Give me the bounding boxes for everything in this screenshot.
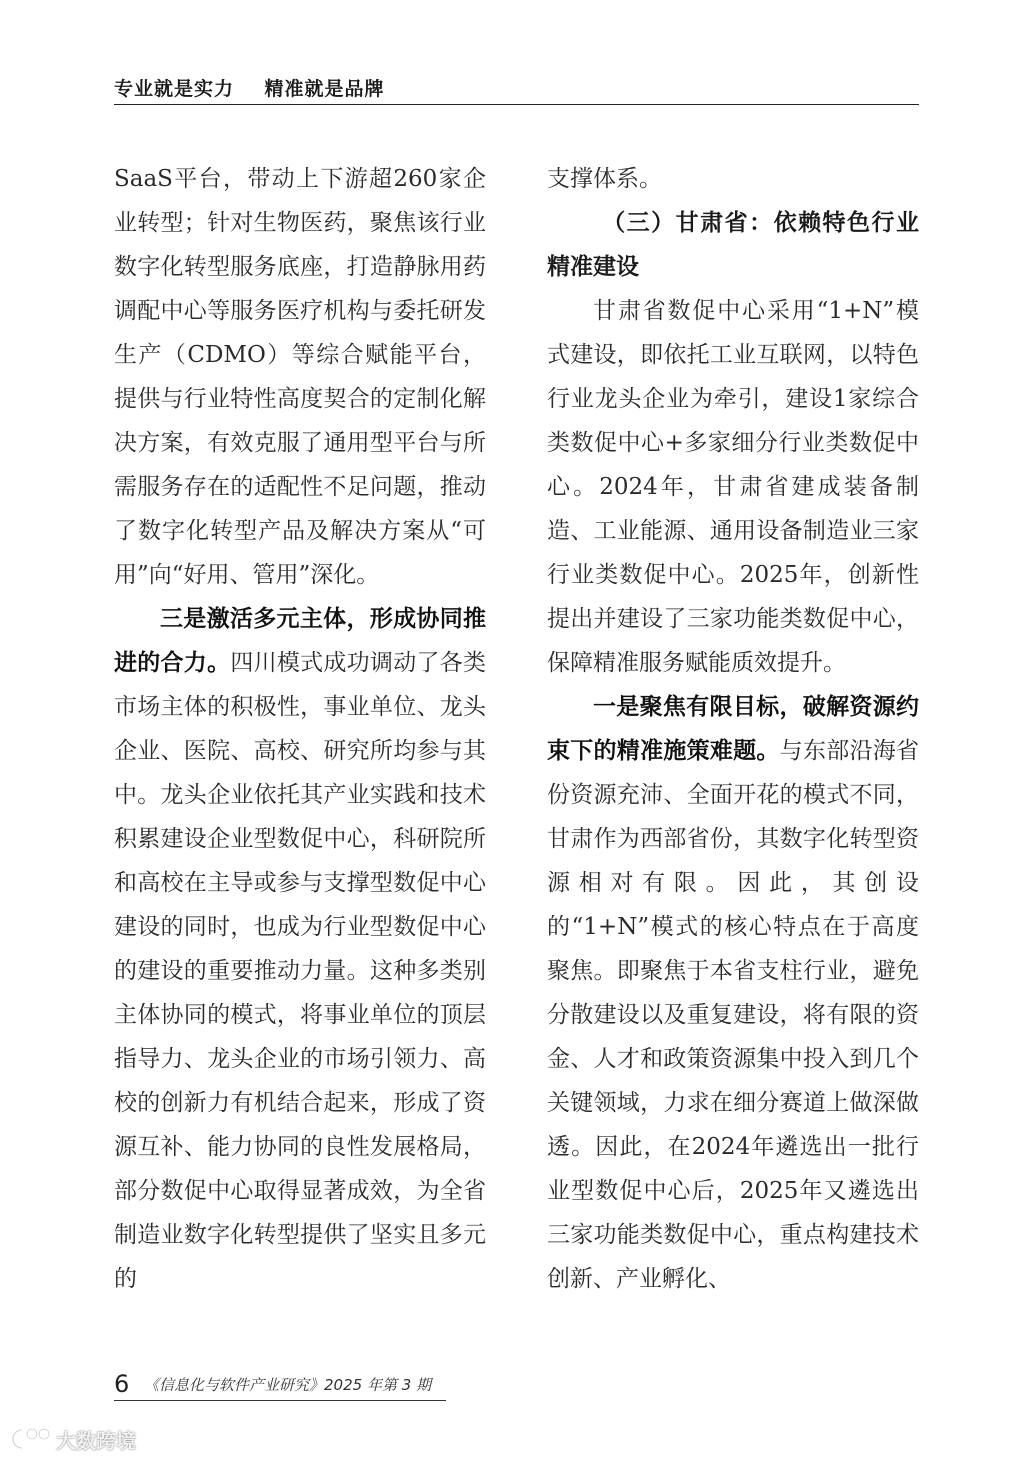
left-column	[114, 157, 486, 1301]
paragraph-body: 与东部沿海省份资源充沛、全面开花的模式不同，甘肃作为西部省份，其数字化转型资源相对有限。因此，其创设的“1+N”模式的核心特点在于高度聚焦。即聚焦于本省支柱行业，避免分散建设以及重复建设，将有限的资金、人才和政策资源集中投入到几个关键领域，力求在细分赛道上做深做透。因此，在2024年遴选出一批行业型数促中心后，2025年又遴选出三家功能类数促中心，重点构建技术创新、产业孵化、	[547, 738, 920, 1292]
paragraph-lead: 一是聚焦有限目标，破解资源约束下的精准施策难题。	[547, 694, 919, 764]
paragraph: SaaS平台，带动上下游超260家企业转型；针对生物医药，聚焦该行业数字化转型服务底座，打造静脉用药调配中心等服务医疗机构与委托研发生产（CDMO）等综合赋能平台，提供与行业特性高度契合的定制化解决方案，有效克服了通用型平台与所需服务存在的适配性不足问题，推动了数字化转型产品及解决方案从“可用”向“好用、管用”深化。	[114, 166, 486, 588]
brand-logo-icon	[12, 1426, 52, 1452]
page-number: 6	[114, 1370, 130, 1398]
header-title: 专业就是实力 精准就是品牌	[114, 78, 385, 100]
watermark-text: 大数跨境	[56, 1428, 136, 1453]
paragraph	[547, 685, 919, 1301]
journal-citation: 《信息化与软件产业研究》2025 年第 3 期	[144, 1376, 432, 1394]
section-heading: （三）甘肃省：依赖特色行业精准建设	[547, 210, 919, 280]
paragraph	[114, 597, 486, 1301]
paragraph: 支撑体系。	[547, 166, 662, 192]
paragraph-body: 四川模式成功调动了各类市场主体的积极性，事业单位、龙头企业、医院、高校、研究所均参与其中。龙头企业依托其产业实践和技术积累建设企业型数促中心，科研院所和高校在主导或参与支撑型数促中心建设的同时，也成为行业型数促中心的建设的重要推动力量。这种多类别主体协同的模式，将事业单位的顶层指导力、龙头企业的市场引领力、高校的创新力有机结合起来，形成了资源互补、能力协同的良性发展格局，部分数促中心取得显著成效，为全省制造业数字化转型提供了坚实且多元的	[114, 650, 487, 1292]
watermark	[12, 1425, 136, 1453]
paragraph: 甘肃省数促中心采用“1+N”模式建设，即依托工业互联网，以特色行业龙头企业为牵引，建设1家综合类数促中心+多家细分行业类数促中心。2024年，甘肃省建成装备制造、工业能源、通用设备制造业三家行业类数促中心。2025年，创新性提出并建设了三家功能类数促中心，保障精准服务赋能质效提升。	[547, 298, 919, 676]
right-column	[547, 157, 919, 1301]
running-header	[114, 74, 919, 105]
paragraph-lead: 三是激活多元主体，形成协同推进的合力。	[114, 606, 486, 676]
page-footer	[114, 1370, 446, 1401]
